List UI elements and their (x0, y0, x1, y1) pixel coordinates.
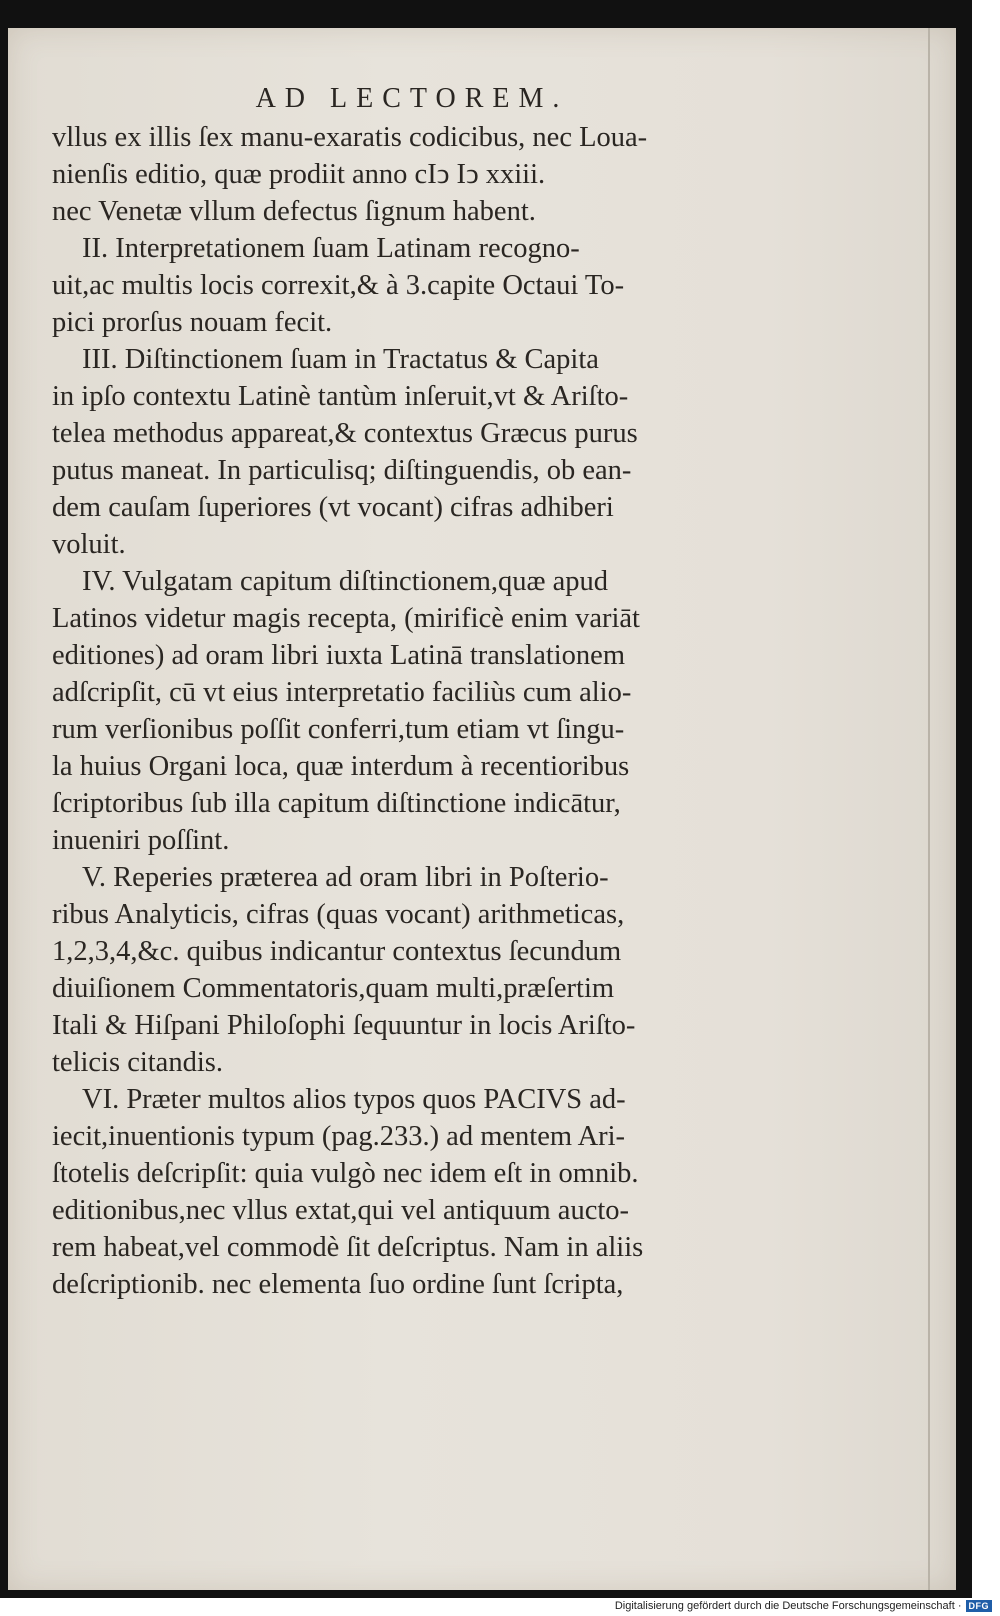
text-line (52, 1081, 742, 1118)
text-line (52, 1007, 742, 1044)
page-text (52, 80, 742, 1303)
line-text: adſcripſit, cū vt eius interpretatio faciliùs cum alio- (52, 677, 632, 708)
line-text: telea methodus appareat,& contextus Græcus purus (52, 418, 638, 449)
text-line (52, 674, 742, 711)
text-line (52, 1118, 742, 1155)
paragraph-number: III. (82, 344, 118, 375)
line-text: uit,ac multis locis correxit,& à 3.capite Octaui To- (52, 270, 625, 301)
text-line (52, 933, 742, 970)
line-text: telicis citandis. (52, 1047, 223, 1078)
paragraph (52, 119, 742, 230)
footer-credit (615, 1600, 992, 1612)
text-line (52, 415, 742, 452)
line-text: rem habeat,vel commodè ſit deſcriptus. Nam in aliis (52, 1232, 644, 1263)
text-line (52, 600, 742, 637)
text-line (52, 526, 742, 563)
line-text: diuiſionem Commentatoris,quam multi,præſertim (52, 973, 615, 1004)
text-line (52, 822, 742, 859)
text-line (52, 341, 742, 378)
text-line (52, 1155, 742, 1192)
line-text: rum verſionibus poſſit conferri,tum etiam vt ſingu- (52, 714, 625, 745)
line-text: in ipſo contextu Latinè tantùm inſeruit,vt & Ariſto- (52, 381, 629, 412)
paragraph-number: IV. (82, 566, 116, 597)
line-text: voluit. (52, 529, 126, 560)
paragraph (52, 859, 742, 1081)
line-text: nec Venetæ vllum defectus ſignum habent. (52, 196, 536, 227)
text-line (52, 859, 742, 896)
line-text: Diſtinctionem ſuam in Tractatus & Capita (124, 344, 599, 375)
line-text: ribus Analyticis, cifras (quas vocant) arithmeticas, (52, 899, 625, 930)
text-line (52, 563, 742, 600)
line-text: 1,2,3,4,&c. quibus indicantur contextus ſecundum (52, 936, 622, 967)
paragraph (52, 1081, 742, 1303)
line-text: ſtotelis deſcripſit: quia vulgò nec idem eſt in omnib. (52, 1158, 639, 1189)
text-line (52, 156, 742, 193)
paragraph-number: VI. (82, 1084, 120, 1115)
line-text: vllus ex illis ſex manu-exaratis codicibus, nec Loua- (52, 122, 648, 153)
text-line (52, 304, 742, 341)
text-line (52, 230, 742, 267)
text-line (52, 1266, 742, 1303)
dfg-logo: DFG (966, 1600, 993, 1612)
line-text: deſcriptionib. nec elementa ſuo ordine ſunt ſcripta, (52, 1269, 624, 1300)
line-text: Interpretationem ſuam Latinam recogno- (115, 233, 580, 264)
text-line (52, 378, 742, 415)
text-line (52, 1229, 742, 1266)
line-text: ſcriptoribus ſub illa capitum diſtinctione indicātur, (52, 788, 621, 819)
paragraph (52, 230, 742, 341)
line-text: Latinos videtur magis recepta, (mirificè enim variāt (52, 603, 640, 634)
text-line (52, 119, 742, 156)
book-page (8, 28, 956, 1590)
paragraph (52, 341, 742, 563)
line-text: iecit,inuentionis typum (pag.233.) ad mentem Ari- (52, 1121, 626, 1152)
text-line (52, 1044, 742, 1081)
text-line (52, 711, 742, 748)
text-line (52, 785, 742, 822)
line-text: Præter multos alios typos quos PACIVS ad- (126, 1084, 626, 1115)
text-line (52, 489, 742, 526)
line-text: pici prorſus nouam fecit. (52, 307, 333, 338)
line-text: inueniri poſſint. (52, 825, 230, 856)
running-heading: AD LECTOREM. (255, 83, 569, 114)
text-line (52, 267, 742, 304)
text-line (52, 970, 742, 1007)
text-line (52, 748, 742, 785)
line-text: Itali & Hiſpani Philoſophi ſequuntur in locis Ariſto- (52, 1010, 636, 1041)
line-text: editionibus,nec vllus extat,qui vel antiquum aucto- (52, 1195, 629, 1226)
text-line (52, 452, 742, 489)
line-text: dem cauſam ſuperiores (vt vocant) cifras adhiberi (52, 492, 614, 523)
line-text: la huius Organi loca, quæ interdum à recentioribus (52, 751, 630, 782)
text-line (52, 1192, 742, 1229)
text-line (52, 193, 742, 230)
text-line (52, 637, 742, 674)
paragraph (52, 563, 742, 859)
line-text: Vulgatam capitum diſtinctionem,quæ apud (122, 566, 609, 597)
body-text (52, 119, 742, 1303)
text-line (52, 896, 742, 933)
line-text: Reperies præterea ad oram libri in Poſterio- (113, 862, 609, 893)
paragraph-number: V. (82, 862, 107, 893)
line-text: putus maneat. In particulisq; diſtinguendis, ob ean- (52, 455, 632, 486)
line-text: nienſis editio, quæ prodiit anno cIↄ Iↄ xxiii. (52, 159, 546, 190)
footer-text: Digitalisierung gefördert durch die Deutsche Forschungsgemeinschaft · (614, 1600, 962, 1612)
paragraph-number: II. (82, 233, 109, 264)
page-edge (928, 28, 930, 1590)
line-text: editiones) ad oram libri iuxta Latinā translationem (52, 640, 625, 671)
